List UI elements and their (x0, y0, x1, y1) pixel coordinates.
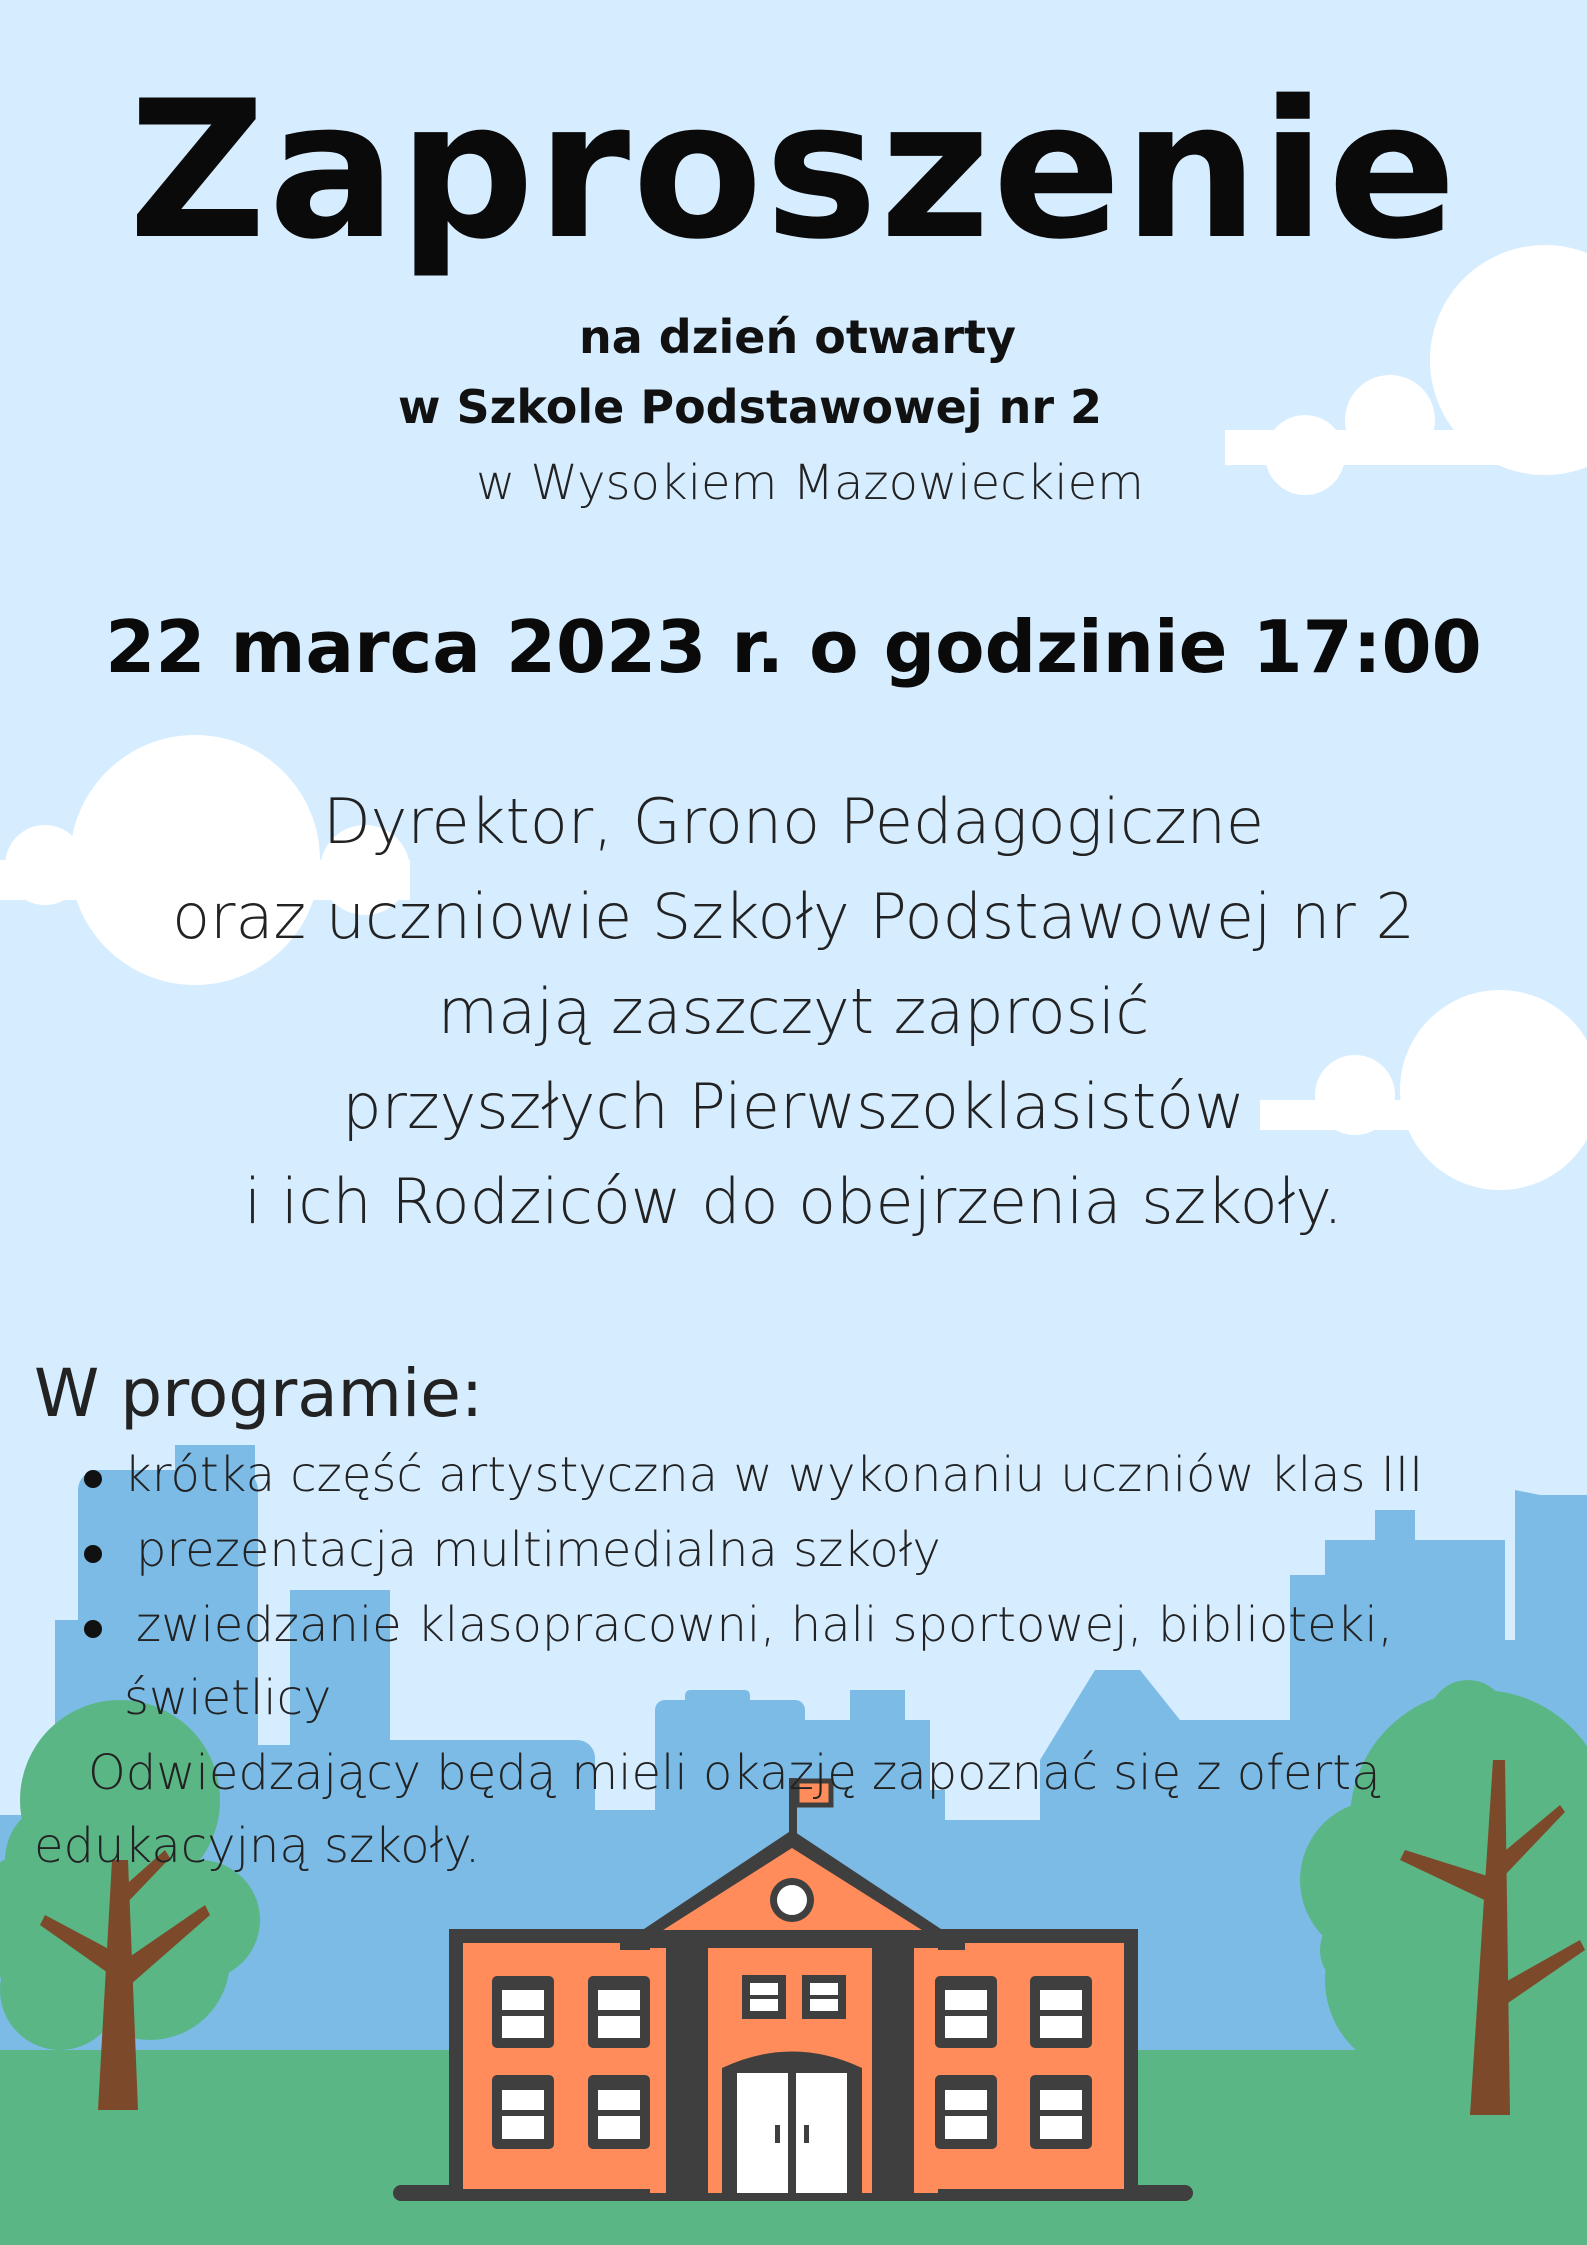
intro-line: oraz uczniowie Szkoły Podstawowej nr 2 (172, 880, 1415, 953)
intro-line: mają zaszczyt zaprosić (437, 975, 1150, 1048)
cloud-icon-top-right (1225, 245, 1587, 495)
program-item: prezentacja multimedialna szkoły (136, 1522, 941, 1578)
program-note: edukacyjną szkoły. (34, 1818, 481, 1874)
program-note: Odwiedzający będą mieli okazję zapoznać się z ofertą (88, 1745, 1381, 1801)
program-item: krótka część artystyczna w wykonaniu uczniów klas III (124, 1447, 1424, 1503)
subtitle-town: w Wysokiem Mazowieckiem (476, 455, 1144, 511)
bullet-icon (84, 1545, 102, 1563)
subtitle-open-day: na dzień otwarty (578, 310, 1017, 364)
program-item: zwiedzanie klasopracowni, hali sportowej, biblioteki, (136, 1597, 1393, 1653)
invitation-title: Zaproszenie (128, 60, 1459, 281)
program-heading: W programie: (34, 1355, 484, 1432)
intro-line: przyszłych Pierwszoklasistów (342, 1070, 1245, 1143)
event-date-time: 22 marca 2023 r. o godzinie 17:00 (105, 605, 1482, 689)
program-item-continuation: świetlicy (124, 1670, 332, 1726)
bullet-icon (84, 1470, 102, 1488)
intro-line: i ich Rodziców do obejrzenia szkoły. (244, 1165, 1343, 1238)
subtitle-school-name: w Szkole Podstawowej nr 2 (398, 380, 1103, 434)
bullet-icon (84, 1620, 102, 1638)
intro-line: Dyrektor, Grono Pedagogiczne (322, 785, 1265, 858)
